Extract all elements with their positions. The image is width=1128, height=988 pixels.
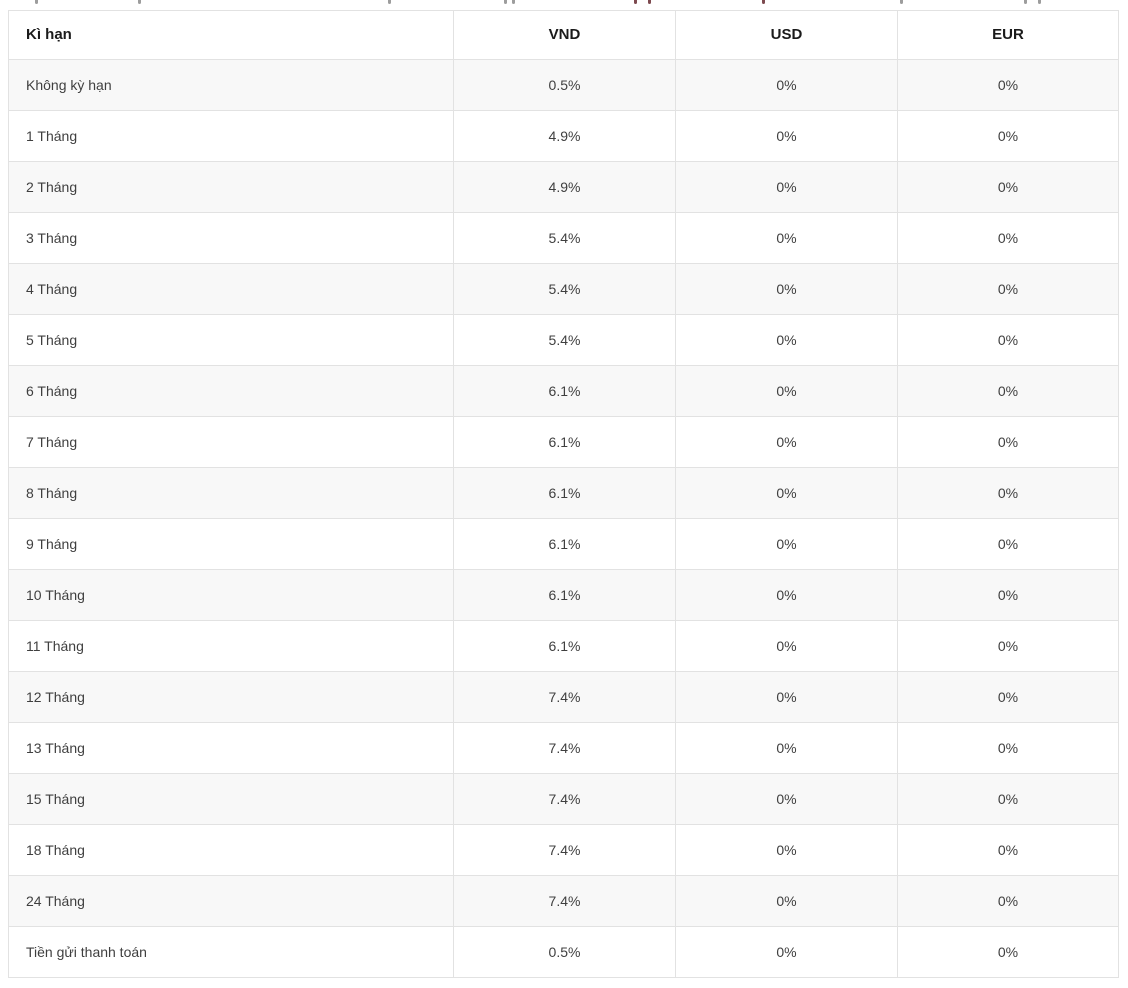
usd-rate-cell: 0% (676, 876, 898, 927)
vnd-rate-cell: 7.4% (454, 723, 676, 774)
vnd-rate-cell: 5.4% (454, 315, 676, 366)
text-fragment (512, 0, 515, 4)
table-row (9, 570, 1119, 621)
usd-rate-cell: 0% (676, 111, 898, 162)
table-row (9, 468, 1119, 519)
vnd-rate-cell: 0.5% (454, 60, 676, 111)
table-row (9, 60, 1119, 111)
table-row (9, 927, 1119, 978)
clipped-text-fragments (0, 0, 1128, 6)
eur-rate-cell: 0% (898, 723, 1119, 774)
term-cell: 1 Tháng (9, 111, 454, 162)
usd-rate-cell: 0% (676, 621, 898, 672)
vnd-rate-cell: 5.4% (454, 213, 676, 264)
table-row (9, 621, 1119, 672)
table-row (9, 723, 1119, 774)
vnd-rate-cell: 7.4% (454, 876, 676, 927)
eur-rate-cell: 0% (898, 366, 1119, 417)
table-row (9, 264, 1119, 315)
table-row (9, 672, 1119, 723)
term-cell: 11 Tháng (9, 621, 454, 672)
text-fragment (648, 0, 651, 4)
eur-rate-cell: 0% (898, 570, 1119, 621)
text-fragment (634, 0, 637, 4)
eur-rate-cell: 0% (898, 927, 1119, 978)
vnd-rate-cell: 4.9% (454, 111, 676, 162)
term-cell: 2 Tháng (9, 162, 454, 213)
term-cell: 10 Tháng (9, 570, 454, 621)
table-row (9, 519, 1119, 570)
term-cell: 12 Tháng (9, 672, 454, 723)
usd-rate-cell: 0% (676, 672, 898, 723)
eur-rate-cell: 0% (898, 315, 1119, 366)
eur-rate-cell: 0% (898, 60, 1119, 111)
usd-rate-cell: 0% (676, 468, 898, 519)
vnd-rate-cell: 7.4% (454, 672, 676, 723)
table-row (9, 162, 1119, 213)
eur-rate-cell: 0% (898, 672, 1119, 723)
eur-rate-cell: 0% (898, 111, 1119, 162)
table-row (9, 366, 1119, 417)
eur-rate-cell: 0% (898, 825, 1119, 876)
usd-rate-cell: 0% (676, 927, 898, 978)
column-header-vnd: VND (454, 11, 676, 60)
table-row (9, 213, 1119, 264)
column-header-eur: EUR (898, 11, 1119, 60)
table-row (9, 876, 1119, 927)
usd-rate-cell: 0% (676, 825, 898, 876)
eur-rate-cell: 0% (898, 162, 1119, 213)
vnd-rate-cell: 0.5% (454, 927, 676, 978)
term-cell: 5 Tháng (9, 315, 454, 366)
usd-rate-cell: 0% (676, 213, 898, 264)
eur-rate-cell: 0% (898, 468, 1119, 519)
term-cell: 3 Tháng (9, 213, 454, 264)
vnd-rate-cell: 5.4% (454, 264, 676, 315)
usd-rate-cell: 0% (676, 315, 898, 366)
vnd-rate-cell: 7.4% (454, 825, 676, 876)
vnd-rate-cell: 6.1% (454, 519, 676, 570)
usd-rate-cell: 0% (676, 774, 898, 825)
usd-rate-cell: 0% (676, 570, 898, 621)
eur-rate-cell: 0% (898, 264, 1119, 315)
usd-rate-cell: 0% (676, 162, 898, 213)
eur-rate-cell: 0% (898, 213, 1119, 264)
term-cell: 6 Tháng (9, 366, 454, 417)
vnd-rate-cell: 6.1% (454, 621, 676, 672)
term-cell: 9 Tháng (9, 519, 454, 570)
vnd-rate-cell: 6.1% (454, 468, 676, 519)
text-fragment (35, 0, 38, 4)
text-fragment (900, 0, 903, 4)
term-cell: 4 Tháng (9, 264, 454, 315)
table-header-row (9, 11, 1119, 60)
usd-rate-cell: 0% (676, 417, 898, 468)
text-fragment (762, 0, 765, 4)
text-fragment (504, 0, 507, 4)
table-row (9, 111, 1119, 162)
vnd-rate-cell: 6.1% (454, 366, 676, 417)
eur-rate-cell: 0% (898, 774, 1119, 825)
table-row (9, 417, 1119, 468)
column-header-term: Kì hạn (9, 11, 454, 60)
text-fragment (138, 0, 141, 4)
interest-rate-table-wrap (8, 10, 1118, 978)
usd-rate-cell: 0% (676, 264, 898, 315)
vnd-rate-cell: 6.1% (454, 570, 676, 621)
term-cell: 24 Tháng (9, 876, 454, 927)
vnd-rate-cell: 6.1% (454, 417, 676, 468)
term-cell: Tiền gửi thanh toán (9, 927, 454, 978)
vnd-rate-cell: 7.4% (454, 774, 676, 825)
eur-rate-cell: 0% (898, 417, 1119, 468)
eur-rate-cell: 0% (898, 519, 1119, 570)
term-cell: 13 Tháng (9, 723, 454, 774)
eur-rate-cell: 0% (898, 876, 1119, 927)
text-fragment (1038, 0, 1041, 4)
column-header-usd: USD (676, 11, 898, 60)
text-fragment (388, 0, 391, 4)
usd-rate-cell: 0% (676, 366, 898, 417)
table-row (9, 315, 1119, 366)
table-row (9, 774, 1119, 825)
term-cell: Không kỳ hạn (9, 60, 454, 111)
eur-rate-cell: 0% (898, 621, 1119, 672)
text-fragment (1024, 0, 1027, 4)
usd-rate-cell: 0% (676, 60, 898, 111)
table-row (9, 825, 1119, 876)
term-cell: 18 Tháng (9, 825, 454, 876)
interest-rate-table (8, 10, 1119, 978)
usd-rate-cell: 0% (676, 519, 898, 570)
usd-rate-cell: 0% (676, 723, 898, 774)
vnd-rate-cell: 4.9% (454, 162, 676, 213)
term-cell: 15 Tháng (9, 774, 454, 825)
term-cell: 7 Tháng (9, 417, 454, 468)
term-cell: 8 Tháng (9, 468, 454, 519)
rate-table-body (9, 60, 1119, 978)
